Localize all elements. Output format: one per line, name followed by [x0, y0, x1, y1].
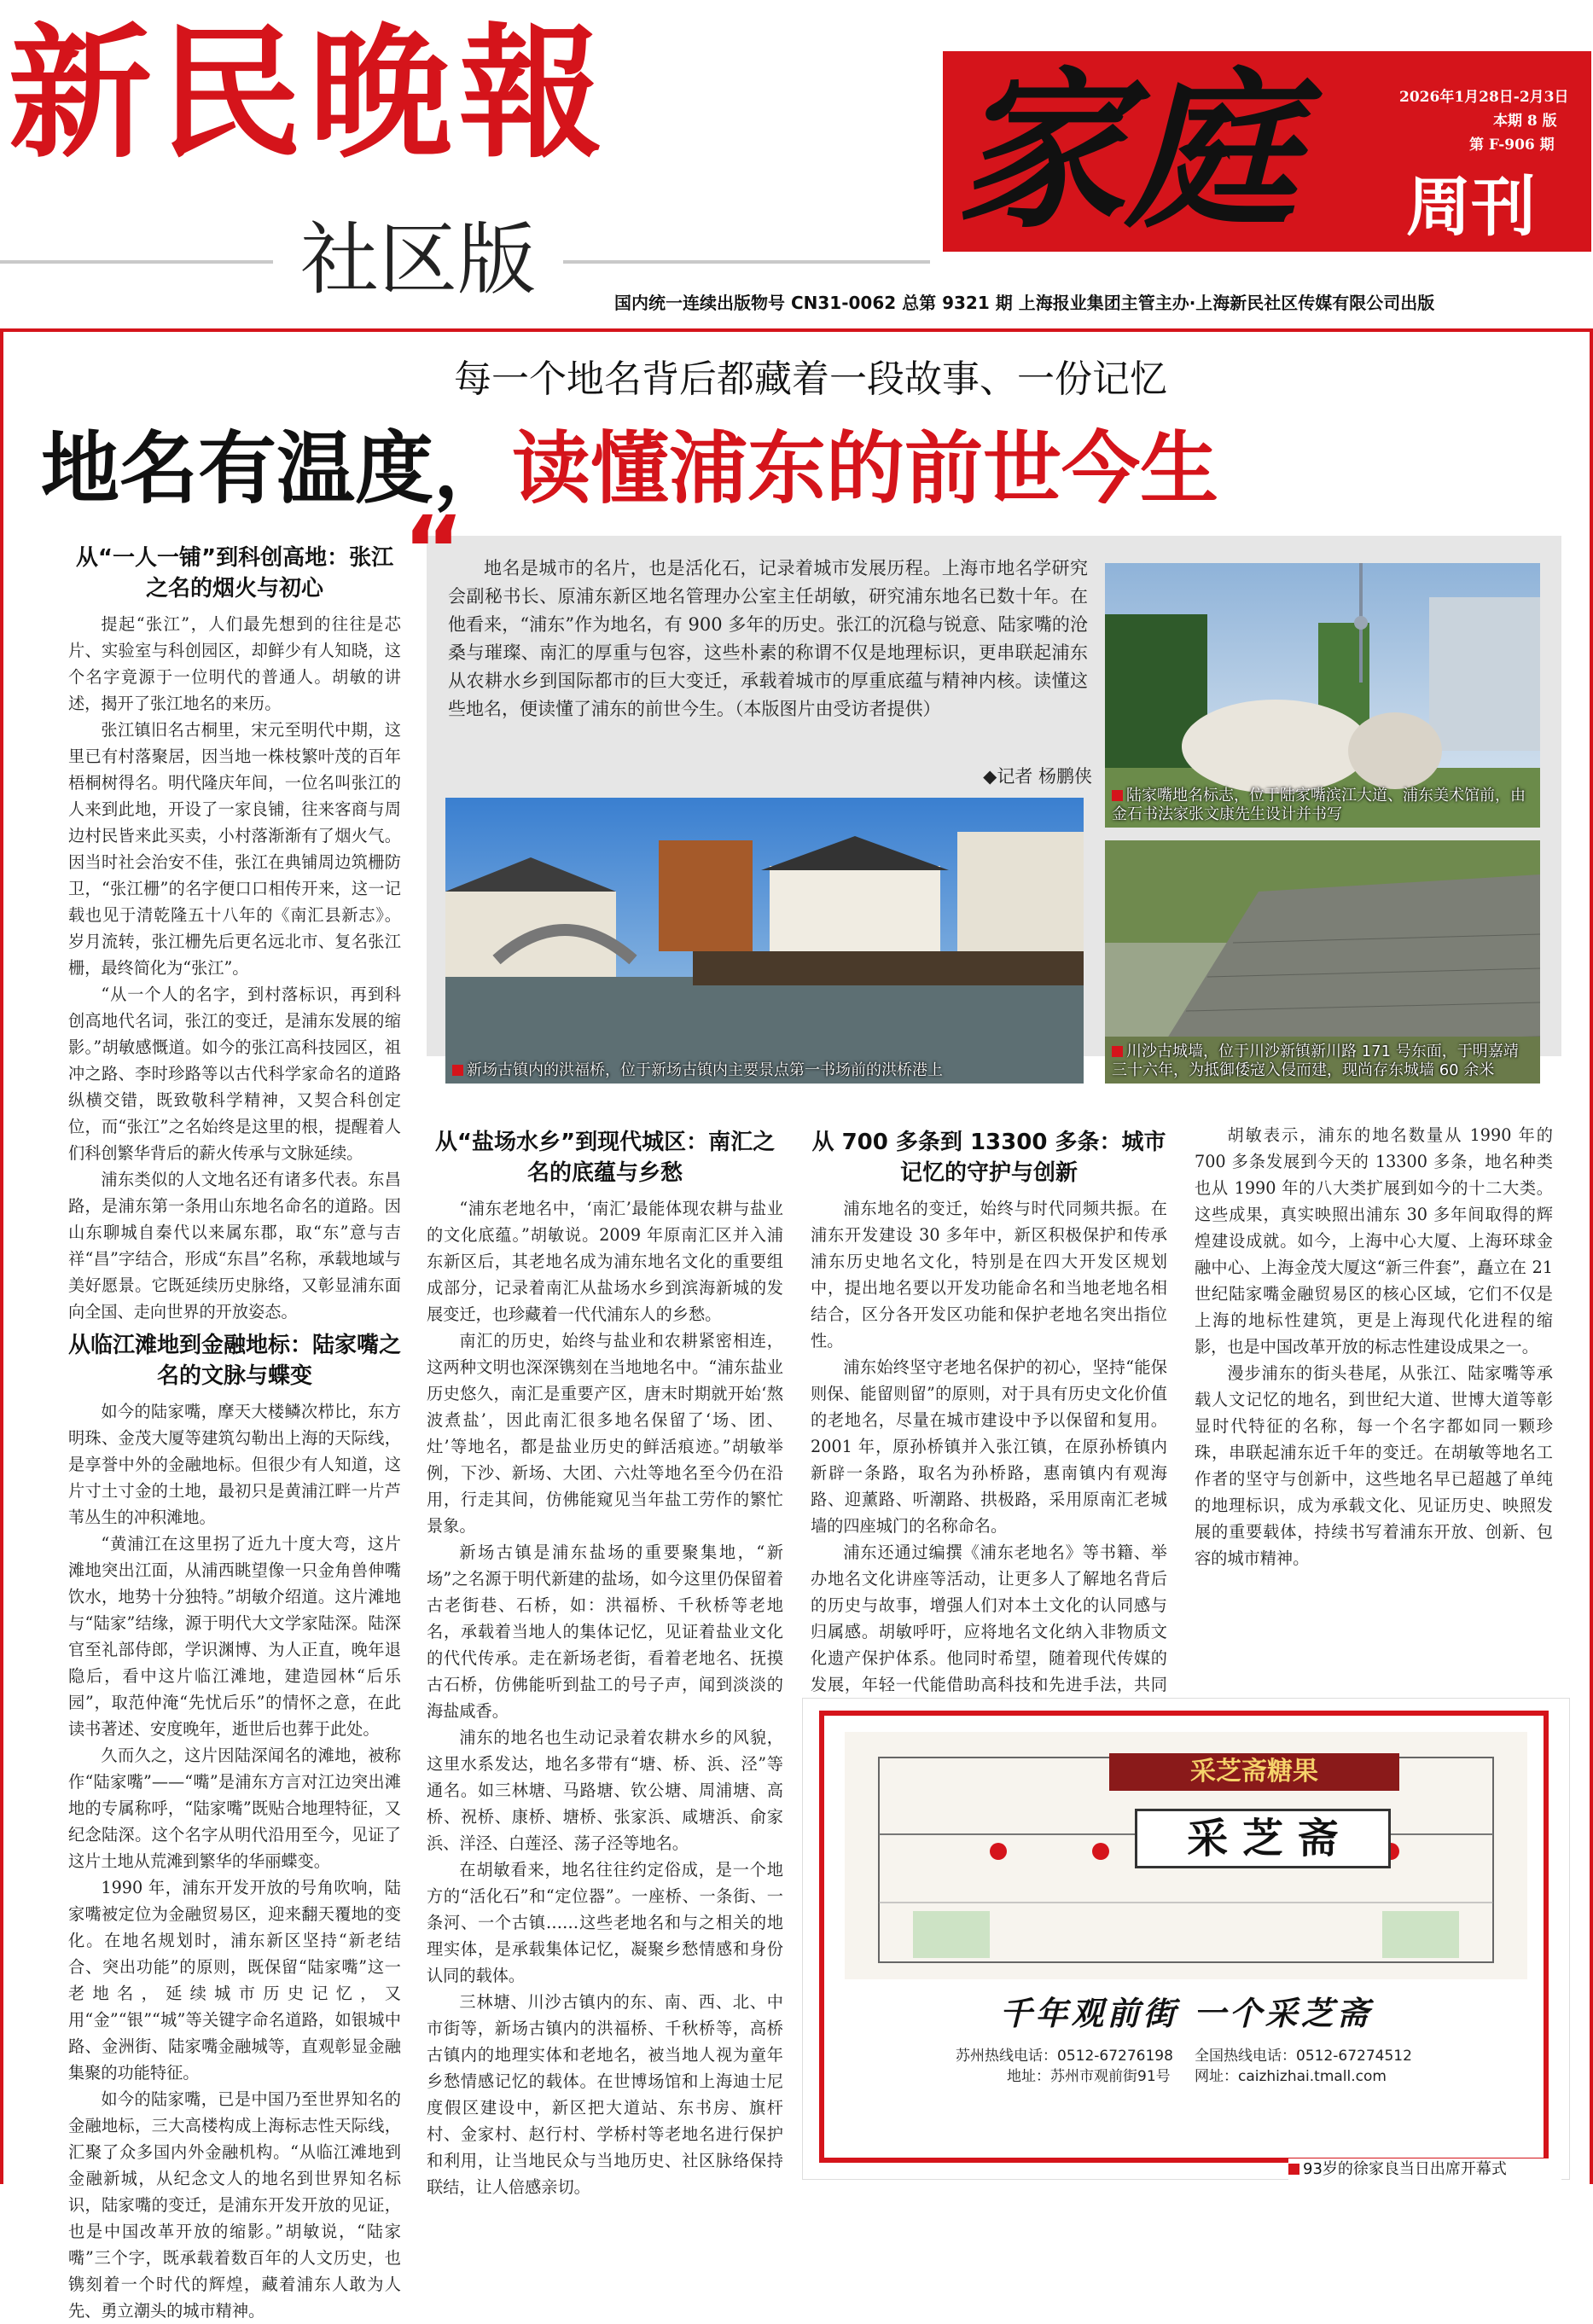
photo-chuansha-wall	[1105, 840, 1540, 1084]
paragraph: 浦东始终坚守老地名保护的初心，坚持“能保则保、能留则留”的原则，对于具有历史文化价值的老地名，尽量在城市建设中予以保留和复用。2001 年，原孙桥镇并入张江镇，在原孙桥镇内新辟一条路，取名为孙桥路，惠南镇内有观海路、迎薰路、听潮路、拱极路，采用原南汇老城墙的四座城门的名称命名。	[811, 1357, 1167, 1536]
headline-part-black: 地名有温度，	[41, 423, 513, 514]
ad-website: 网址：caizhizhai.tmall.com	[1195, 2068, 1387, 2085]
intro-text: 地名是城市的名片，也是活化石，记录着城市发展历程。上海市地名学研究会副秘书长、原浦东新区地名管理办公室主任胡敏，研究浦东地名已数十年。在他看来，“浦东”作为地名，有 900 多年的历史。张江的沉稳与锐意、陆家嘴的沧桑与璀璨、南汇的厚重与包容，这些朴素的称谓不仅是地理标识，更串联起浦东从农耕水乡到国际都市的巨大变迁，承载着城市的厚重底蕴与精神内核。读懂这些地名，便读懂了浦东的前世今生。（本版图片由受访者提供）	[448, 558, 1088, 719]
paragraph: 提起“张江”，人们最先想到的往往是芯片、实验室与科创园区，却鲜少有人知晓，这个名字竟源于一位明代的普通人。胡敏的讲述，揭开了张江地名的来历。	[68, 614, 401, 713]
article-column-4	[1195, 1122, 1553, 1685]
paragraph: “黄浦江在这里拐了近九十度大弯，这片滩地突出江面，从浦西眺望像一只金角兽伸嘴饮水，地势十分独特。”胡敏介绍道。这片滩地与“陆家”结缘，源于明代大文学家陆深。陆深官至礼部侍郎，学识渊博、为人正直，晚年退隐后，看中这片临江滩地，建造园林“后乐园”，取范仲淹“先忧后乐”的情怀之意，在此读书著述、安度晚年，逝世后也葬于此处。	[68, 1534, 401, 1739]
paragraph: 浦东地名的变迁，始终与时代同频共振。在浦东开发建设 30 多年中，新区积极保护和传承浦东历史地名文化，特别是在四大开发区规划中，提出地名要以开发功能命名和当地老地名相结合，区分各开发区功能和保护老地名突出指位性。	[811, 1199, 1167, 1351]
photo-caption-xinchang: 新场古镇内的洪福桥，位于新场古镇内主要景点第一书场前的洪桥港上	[445, 1058, 1084, 1084]
photo-xinchang-bridge	[445, 798, 1084, 1084]
section-title-zhangjiang: 从“一人一铺”到科创高地：张江之名的烟火与初心	[75, 545, 394, 601]
paragraph: 新场古镇是浦东盐场的重要聚集地，“新场”之名源于明代新建的盐场，如今这里仍保留着古老街巷、石桥，如：洪福桥、千秋桥等老地名，承载着当地人的集体记忆，见证着盐业文化的代代传承。走在新场老街，看着老地名、抚摸古石桥，仿佛能听到盐工的号子声，闻到淡淡的海盐咸香。	[427, 1543, 783, 1721]
paragraph: 浦东类似的人文地名还有诸多代表。东昌路，是浦东第一条用山东地名命名的道路。因山东聊城自秦代以来属东郡，取“东”意与吉祥“昌”字结合，形成“东昌”名称，承载地域与美好愿景。它既延续历史脉络，又彰显浦东面向全国、走向世界的开放姿态。	[68, 1170, 401, 1322]
issue-pages: 本期 8 版	[1493, 113, 1557, 130]
paragraph: 浦东还通过编撰《浦东老地名》等书籍、举办地名文化讲座等活动，让更多人了解地名背后的历史与故事，增强人们对本土文化的认同感与归属感。胡敏呼吁，应将地名文化纳入非物质文化遗产保护体系。他同时希望，随着现代传媒的发展，年轻一代能借助高科技和先进手法，共同	[811, 1543, 1167, 1694]
paragraph: 南汇的历史，始终与盐业和农耕紧密相连，这两种文明也深深镌刻在当地地名中。“浦东盐业历史悠久，南汇是重要产区，唐末时期就开始‘熬波煮盐’，因此南汇很多地名保留了‘场、团、灶’等地名，都是盐业历史的鲜活痕迹。”胡敏举例，下沙、新场、大团、六灶等地名至今仍在沿用，行走其间，仿佛能窥见当年盐工劳作的繁忙景象。	[427, 1331, 783, 1536]
publication-info: 国内统一连续出版物号 CN31-0062 总第 9321 期 上海报业集团主管主办·上海新民社区传媒有限公司出版	[614, 293, 1435, 313]
newspaper-brand-logo: 新民晚報	[9, 10, 609, 177]
paragraph: “从一个人的名字，到村落标识，再到科创高地代名词，张江的变迁，是浦东发展的缩影。”胡敏感慨道。如今的张江高科技园区，祖冲之路、李时珍路等以古代科学家命名的道路纵横交错，既致敬科学精神，又契合科创定位，而“张江”之名始终是这里的根，提醒着人们科创繁华背后的薪火传承与文脉延续。	[68, 985, 401, 1163]
photo-caption-lujiazui: 陆家嘴地名标志，位于陆家嘴滨江大道、浦东美术馆前，由金石书法家张文康先生设计并书写	[1105, 783, 1540, 828]
paragraph: 三林塘、川沙古镇内的东、南、西、北、中市街等，新场古镇内的洪福桥、千秋桥等，高桥古镇内的地理实体和老地名，被当地人视为童年乡愁情感记忆的载体。在世博场馆和上海迪士尼度假区建设中，新区把大道站、东书房、旗杆村、金家村、赵行村、学桥村等老地名进行保护和利用，让当地民众与当地历史、社区脉络保持联结，让人倍感亲切。	[427, 1992, 783, 2197]
paragraph: 漫步浦东的街头巷尾，从张江、陆家嘴等承载人文记忆的地名，到世纪大道、世博大道等彰显时代特征的名称，每一个名字都如同一颗珍珠，串联起浦东近千年的变迁。在胡敏等地名工作者的坚守与创新中，这些地名早已超越了单纯的地理标识，成为承载文化、见证历史、映照发展的重要载体，持续书写着浦东开放、创新、包容的城市精神。	[1195, 1363, 1553, 1568]
ad-suzhou-hotline: 苏州热线电话：0512-67276198	[956, 2048, 1173, 2065]
issue-date: 2026年1月28日-2月3日	[1399, 89, 1569, 106]
paragraph: 在胡敏看来，地名往往约定俗成，是一个地方的“活化石”和“定位器”。一座桥、一条街、一条河、一个古镇……这些老地名和与之相关的地理实体，是承载集体记忆，凝聚乡愁情感和身份认同的载体。	[427, 1860, 783, 1985]
edition-label: 社区版	[273, 218, 563, 303]
ad-photo-caption: 93岁的徐家良当日出席开幕式	[1288, 2158, 1561, 2181]
supplement-title: 家庭	[956, 51, 1298, 252]
section-title-memory: 从 700 多条到 13300 多条：城市记忆的守护与创新	[811, 1130, 1166, 1186]
article-column-3	[811, 1122, 1167, 1694]
paragraph: 浦东的地名也生动记录着农耕水乡的风貌，这里水系发达，地名多带有“塘、桥、浜、泾”等通名。如三林塘、马路塘、钦公塘、周浦塘、高桥、祝桥、康桥、塘桥、张家浜、咸塘浜、俞家浜、洋泾、白莲泾、荡子泾等地名。	[427, 1728, 783, 1853]
article-column-1	[68, 537, 402, 2321]
section-title-lujiazui: 从临江滩地到金融地标：陆家嘴之名的文脉与蝶变	[68, 1333, 402, 1389]
photo-caption-chuansha: 川沙古城墙，位于川沙新镇新川路 171 号东面，于明嘉靖三十六年，为抵御倭寇入侵而建，现尚存东城墙 60 余米	[1105, 1039, 1540, 1084]
issue-info	[1399, 85, 1591, 157]
paragraph: “浦东老地名中，‘南汇’最能体现农耕与盐业的文化底蕴。”胡敏说。2009 年原南汇区并入浦东新区后，其老地名成为浦东地名文化的重要组成部分，记录着南汇从盐场水乡到滨海新城的发展变迁，也珍藏着一代代浦东人的乡愁。	[427, 1199, 783, 1324]
article-kicker: 每一个地名背后都藏着一段故事、一份记忆	[454, 357, 1167, 401]
ad-slogan: 千年观前街 一个采芝斋	[999, 1994, 1373, 2032]
section-title-nanhui: 从“盐场水乡”到现代城区：南汇之名的底蕴与乡愁	[434, 1130, 776, 1186]
paragraph: 张江镇旧名古桐里，宋元至明代中期，这里已有村落聚居，因当地一株枝繁叶茂的百年梧桐树得名。明代隆庆年间，一位名叫张江的人来到此地，开设了一家良铺，往来客商与周边村民皆来此买卖，小村落渐渐有了烟火气。因当时社会治安不佳，张江在典铺周边筑栅防卫，“张江栅”的名字便口口相传开来，这一记载也见于清乾隆五十八年的《南汇县新志》。岁月流转，张江栅先后更名远北市、复名张江栅，最终简化为“张江”。	[68, 720, 401, 978]
ad-store-top-sign: 采芝斋糖果	[1109, 1753, 1399, 1791]
ad-suzhou-address: 地址：苏州市观前街91号	[1007, 2068, 1171, 2085]
paragraph: 久而久之，这片因陆深闻名的滩地，被称作“陆家嘴”——“嘴”是浦东方言对江边突出滩地的专属称呼，“陆家嘴”既贴合地理特征，又纪念陆深。这个名字从明代沿用至今，见证了这片土地从荒滩到繁华的华丽蝶变。	[68, 1746, 401, 1871]
paragraph: 胡敏表示，浦东的地名数量从 1990 年的 700 多条发展到今天的 13300 多条，地名种类也从 1990 年的八大类扩展到如今的十二大类。这些成果，真实映照出浦东 30 多年间取得的辉煌建设成就。如今，上海中心大厦、上海环球金融中心、上海金茂大厦这“新三件套”，矗立在 21 世纪陆家嘴金融贸易区的核心区域，它们不仅是上海的地标性建筑，更是上海现代化进程的缩影，也是中国改革开放的标志性建设成果之一。	[1195, 1125, 1553, 1357]
xinchang-photo-image	[445, 798, 1084, 1084]
article-column-2	[427, 1122, 783, 2197]
paragraph: 如今的陆家嘴，已是中国乃至世界知名的金融地标，三大高楼构成上海标志性天际线，汇聚了众多国内外金融机构。“从临江滩地到金融新城，从纪念文人的地名到世界知名标识，陆家嘴的变迁，是浦东开发开放的见证，也是中国改革开放的缩影。”胡敏说，“陆家嘴”三个字，既承载着数百年的人文历史，也镌刻着一个时代的辉煌，藏着浦东人敢为人先、勇立潮头的城市精神。	[68, 2089, 401, 2321]
headline-part-red: 读懂浦东的前世今生	[512, 423, 1219, 514]
issue-number: 第 F-906 期	[1469, 137, 1555, 154]
article-headline	[41, 418, 1568, 520]
photo-lujiazui-stone	[1105, 563, 1540, 828]
byline: ◆记者 杨鹏侠	[983, 766, 1092, 787]
ad-store-name-board: 采 芝 斋	[1135, 1809, 1391, 1868]
quote-mark-icon: “	[403, 496, 465, 605]
ad-national-hotline: 全国热线电话：0512-67274512	[1195, 2048, 1412, 2065]
paragraph: 1990 年，浦东开发开放的号角吹响，陆家嘴被定位为金融贸易区，迎来翻天覆地的变化。在地名规划时，浦东新区坚持“新老结合、突出功能”的原则，既保留“陆家嘴”这一老地名，延续城市历史记忆，又用“金”“银”“城”等关键字命名道路，如银城中路、金洲街、陆家嘴金融城等，直观彰显金融集聚的功能特征。	[68, 1878, 401, 2083]
paragraph: 如今的陆家嘴，摩天大楼鳞次栉比，东方明珠、金茂大厦等建筑勾勒出上海的天际线，是享誉中外的金融地标。但很少有人知道，这片寸土寸金的土地，最初只是黄浦江畔一片芦苇丛生的冲积滩地。	[68, 1402, 401, 1527]
supplement-type: 周刊	[1406, 169, 1536, 245]
